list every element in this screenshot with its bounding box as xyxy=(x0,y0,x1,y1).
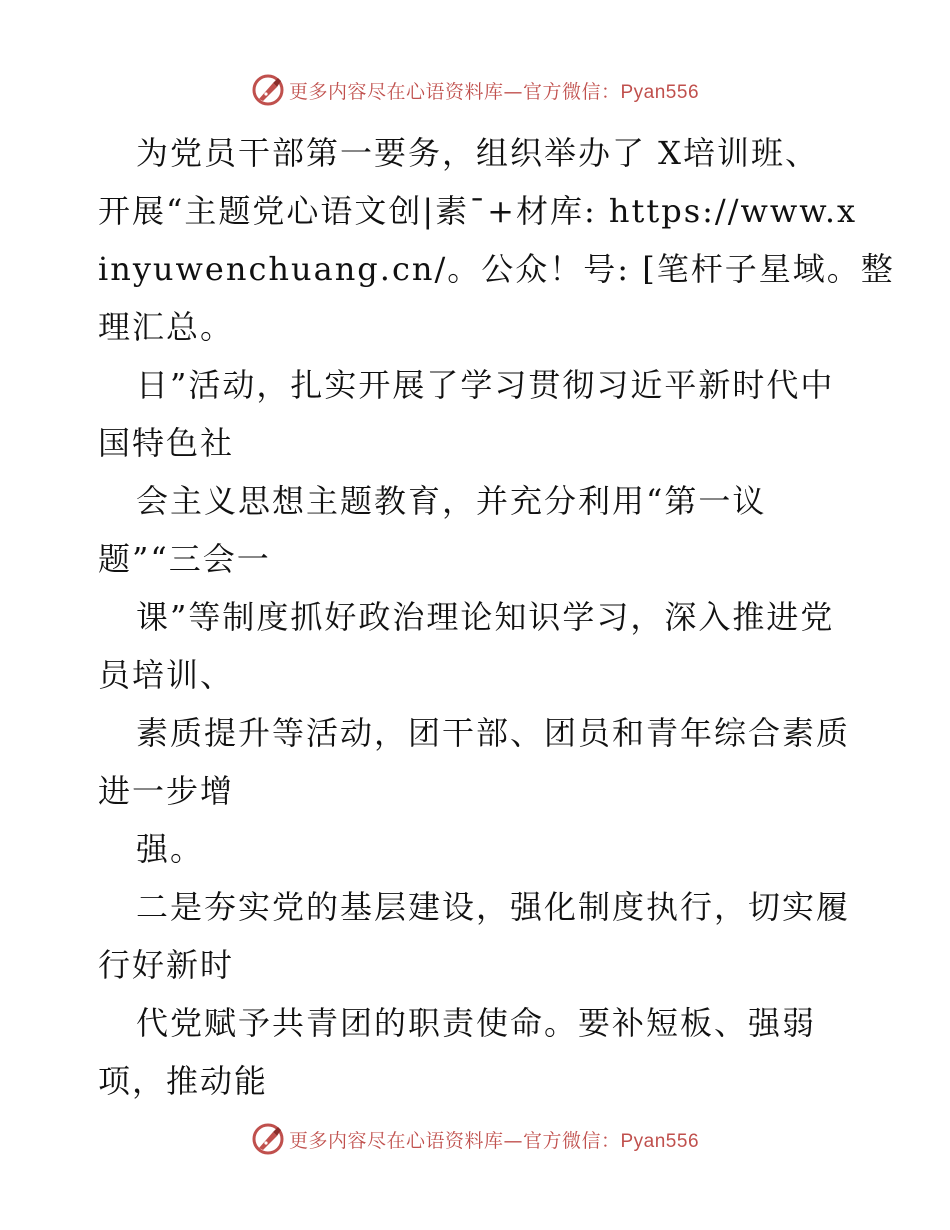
text-line: inyuwenchuang.cn/。公众！号: [笔杆子星域。整 xyxy=(98,250,895,288)
header-banner-label: 更多内容尽在心语资料库—官方微信：Pyan556 xyxy=(288,80,700,103)
footer-banner-inner xyxy=(251,1122,699,1156)
text-line: 代党赋予共青团的职责使命。要补短板、强弱 xyxy=(136,1004,817,1042)
pen-nib-seal-icon xyxy=(251,73,285,107)
header-banner-inner xyxy=(251,73,699,107)
text-line: 员培训、 xyxy=(98,656,235,694)
text-line: 理汇总。 xyxy=(98,308,235,346)
text-line: 项，推动能 xyxy=(98,1062,269,1100)
footer-banner-label: 更多内容尽在心语资料库—官方微信：Pyan556 xyxy=(288,1129,700,1152)
footer-wechat-id: Pyan556 xyxy=(620,1130,700,1152)
header-banner xyxy=(0,70,950,110)
header-wechat-id: Pyan556 xyxy=(620,81,700,103)
text-line: 课”等制度抓好政治理论知识学习，深入推进党 xyxy=(136,598,835,636)
text-line: 日”活动，扎实开展了学习贯彻习近平新时代中 xyxy=(136,366,835,404)
document-body xyxy=(98,124,895,1110)
footer-banner xyxy=(0,1119,950,1159)
text-line: 会主义思想主题教育，并充分利用“第一议 xyxy=(136,482,767,520)
text-line: 行好新时 xyxy=(98,946,235,984)
text-line: 题”“三会一 xyxy=(98,540,271,578)
text-line: 进一步增 xyxy=(98,772,235,810)
text-line: 开展“主题党心语文创|素¯+材库: https://www.x xyxy=(98,192,858,230)
text-line: 强。 xyxy=(136,830,205,868)
text-line: 二是夯实党的基层建设，强化制度执行，切实履 xyxy=(136,888,851,926)
text-line: 为党员干部第一要务，组织举办了 X培训班、 xyxy=(136,134,819,172)
text-line: 国特色社 xyxy=(98,424,235,462)
pen-nib-seal-icon xyxy=(251,1122,285,1156)
text-line: 素质提升等活动，团干部、团员和青年综合素质 xyxy=(136,714,851,752)
